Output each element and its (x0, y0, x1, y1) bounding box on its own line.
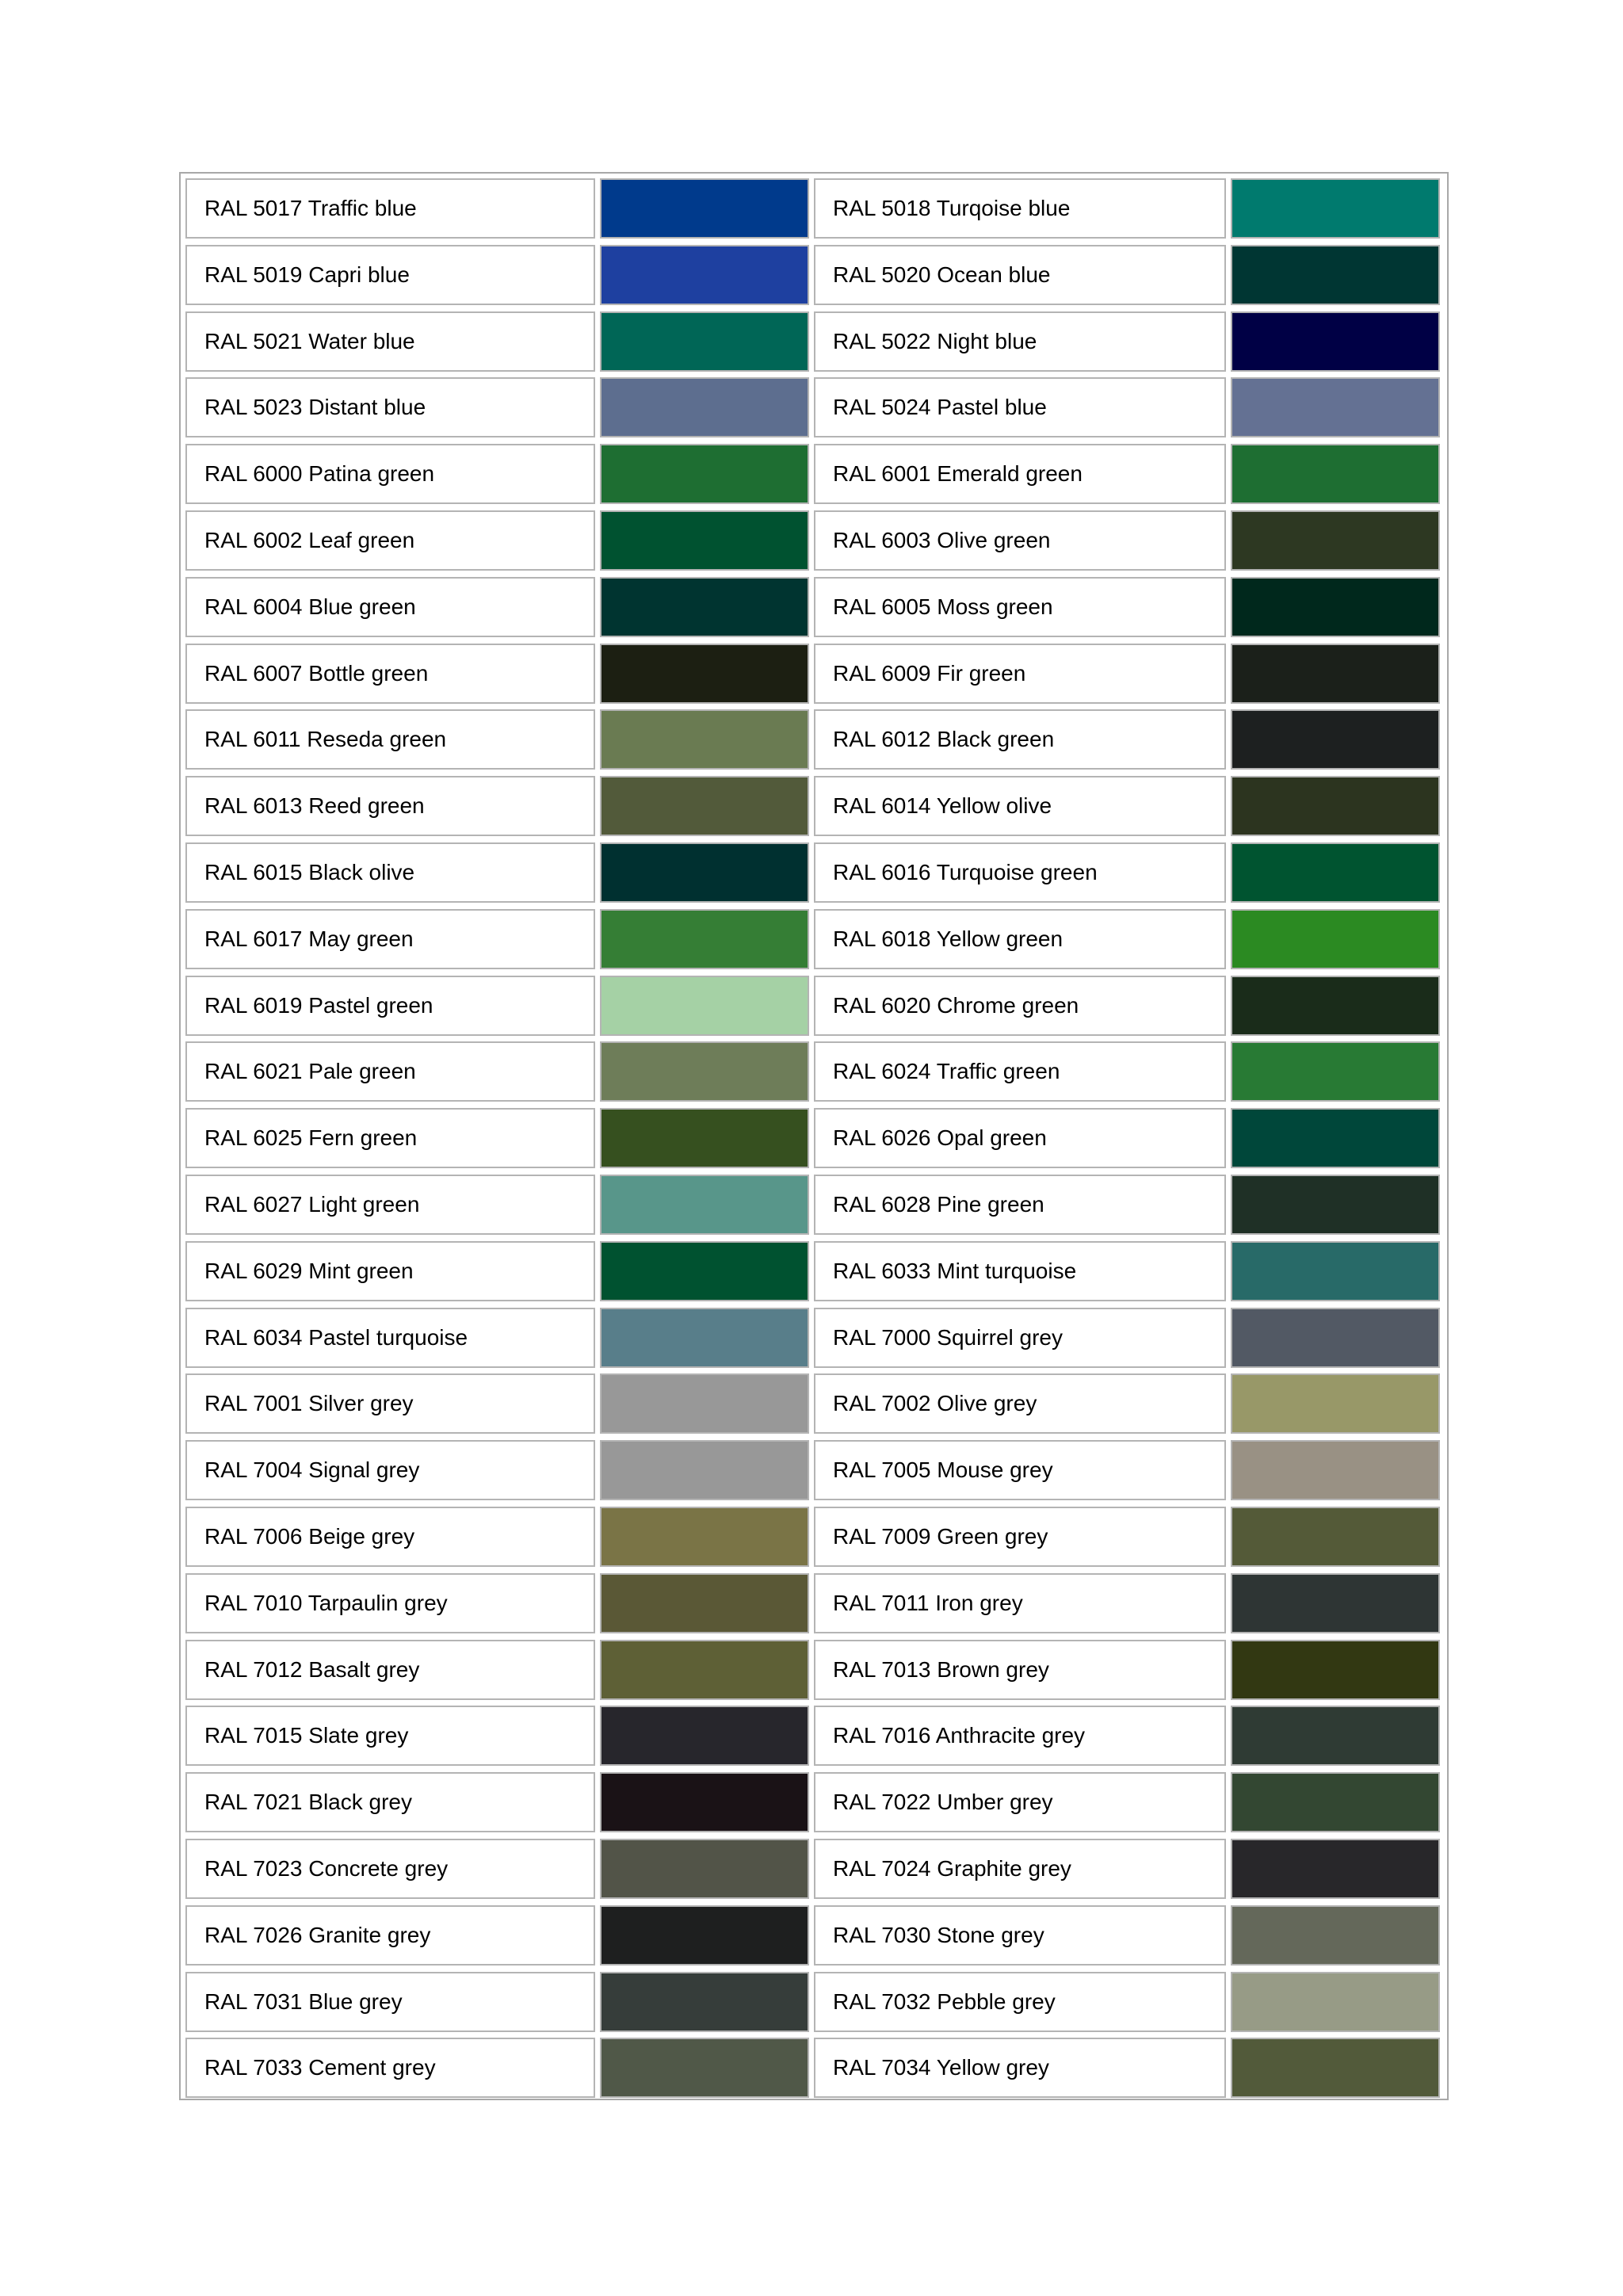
color-swatch (600, 976, 809, 1036)
color-name-cell: RAL 5024 Pastel blue (814, 377, 1226, 437)
color-swatch (1231, 1972, 1440, 2032)
color-swatch (600, 1440, 809, 1500)
color-swatch (1231, 1706, 1440, 1766)
color-swatch (1231, 1640, 1440, 1700)
color-name-cell: RAL 6021 Pale green (185, 1041, 595, 1102)
color-name-cell: RAL 7016 Anthracite grey (814, 1706, 1226, 1766)
color-name-cell: RAL 6011 Reseda green (185, 709, 595, 770)
color-name-cell: RAL 6009 Fir green (814, 644, 1226, 704)
color-swatch (1231, 377, 1440, 437)
color-swatch (1231, 1108, 1440, 1168)
color-swatch (1231, 1440, 1440, 1500)
color-swatch (1231, 577, 1440, 637)
color-name-cell: RAL 7034 Yellow grey (814, 2038, 1226, 2098)
color-swatch (600, 1373, 809, 1434)
color-swatch (600, 577, 809, 637)
color-name-cell: RAL 6034 Pastel turquoise (185, 1308, 595, 1368)
color-swatch (600, 1772, 809, 1832)
color-swatch (600, 510, 809, 571)
color-swatch (1231, 178, 1440, 239)
color-swatch (600, 245, 809, 305)
color-swatch (600, 1507, 809, 1567)
color-name-cell: RAL 7001 Silver grey (185, 1373, 595, 1434)
color-name-cell: RAL 6026 Opal green (814, 1108, 1226, 1168)
color-name-cell: RAL 7006 Beige grey (185, 1507, 595, 1567)
color-swatch (1231, 644, 1440, 704)
color-swatch (1231, 1839, 1440, 1899)
color-name-cell: RAL 7022 Umber grey (814, 1772, 1226, 1832)
color-swatch (600, 311, 809, 372)
color-name-cell: RAL 7010 Tarpaulin grey (185, 1573, 595, 1633)
color-swatch (600, 1241, 809, 1301)
color-name-cell: RAL 6013 Reed green (185, 776, 595, 836)
color-swatch (1231, 1772, 1440, 1832)
color-name-cell: RAL 6029 Mint green (185, 1241, 595, 1301)
color-name-cell: RAL 6015 Black olive (185, 842, 595, 903)
color-swatch (600, 178, 809, 239)
color-name-cell: RAL 5018 Turqoise blue (814, 178, 1226, 239)
ral-color-table (179, 172, 1449, 2100)
color-swatch (1231, 709, 1440, 770)
color-name-cell: RAL 7023 Concrete grey (185, 1839, 595, 1899)
color-name-cell: RAL 6027 Light green (185, 1175, 595, 1235)
color-name-cell: RAL 7032 Pebble grey (814, 1972, 1226, 2032)
color-name-cell: RAL 5020 Ocean blue (814, 245, 1226, 305)
color-swatch (1231, 245, 1440, 305)
color-swatch (600, 1839, 809, 1899)
color-name-cell: RAL 6025 Fern green (185, 1108, 595, 1168)
color-name-cell: RAL 6018 Yellow green (814, 909, 1226, 969)
color-name-cell: RAL 5022 Night blue (814, 311, 1226, 372)
color-name-cell: RAL 5021 Water blue (185, 311, 595, 372)
color-name-cell: RAL 7000 Squirrel grey (814, 1308, 1226, 1368)
color-swatch (600, 644, 809, 704)
color-swatch (600, 1308, 809, 1368)
color-name-cell: RAL 7004 Signal grey (185, 1440, 595, 1500)
color-name-cell: RAL 7033 Cement grey (185, 2038, 595, 2098)
color-name-cell: RAL 6019 Pastel green (185, 976, 595, 1036)
color-swatch (1231, 1308, 1440, 1368)
color-swatch (1231, 1573, 1440, 1633)
color-swatch (1231, 909, 1440, 969)
color-swatch (1231, 311, 1440, 372)
color-name-cell: RAL 6017 May green (185, 909, 595, 969)
color-name-cell: RAL 6003 Olive green (814, 510, 1226, 571)
color-swatch (1231, 1373, 1440, 1434)
color-name-cell: RAL 6020 Chrome green (814, 976, 1226, 1036)
color-swatch (600, 709, 809, 770)
color-swatch (1231, 1241, 1440, 1301)
color-name-cell: RAL 6016 Turquoise green (814, 842, 1226, 903)
color-name-cell: RAL 7021 Black grey (185, 1772, 595, 1832)
color-swatch (600, 1573, 809, 1633)
color-name-cell: RAL 7009 Green grey (814, 1507, 1226, 1567)
color-name-cell: RAL 7011 Iron grey (814, 1573, 1226, 1633)
color-name-cell: RAL 7024 Graphite grey (814, 1839, 1226, 1899)
color-swatch (600, 1175, 809, 1235)
color-swatch (600, 909, 809, 969)
color-swatch (1231, 1905, 1440, 1966)
color-swatch (600, 377, 809, 437)
color-name-cell: RAL 7002 Olive grey (814, 1373, 1226, 1434)
color-swatch (600, 1972, 809, 2032)
color-swatch (1231, 2038, 1440, 2098)
color-name-cell: RAL 5017 Traffic blue (185, 178, 595, 239)
color-name-cell: RAL 6000 Patina green (185, 444, 595, 504)
color-swatch (600, 1706, 809, 1766)
color-swatch (1231, 842, 1440, 903)
color-swatch (600, 2038, 809, 2098)
color-swatch (1231, 1041, 1440, 1102)
color-name-cell: RAL 7030 Stone grey (814, 1905, 1226, 1966)
color-swatch (600, 444, 809, 504)
color-swatch (600, 1640, 809, 1700)
color-name-cell: RAL 6028 Pine green (814, 1175, 1226, 1235)
color-name-cell: RAL 7015 Slate grey (185, 1706, 595, 1766)
color-name-cell: RAL 7013 Brown grey (814, 1640, 1226, 1700)
color-name-cell: RAL 6014 Yellow olive (814, 776, 1226, 836)
color-swatch (600, 1041, 809, 1102)
color-name-cell: RAL 6004 Blue green (185, 577, 595, 637)
color-name-cell: RAL 6033 Mint turquoise (814, 1241, 1226, 1301)
color-swatch (1231, 776, 1440, 836)
color-name-cell: RAL 7005 Mouse grey (814, 1440, 1226, 1500)
color-swatch (1231, 510, 1440, 571)
color-name-cell: RAL 6012 Black green (814, 709, 1226, 770)
color-name-cell: RAL 5023 Distant blue (185, 377, 595, 437)
color-swatch (600, 776, 809, 836)
color-name-cell: RAL 6007 Bottle green (185, 644, 595, 704)
color-name-cell: RAL 6001 Emerald green (814, 444, 1226, 504)
color-name-cell: RAL 6024 Traffic green (814, 1041, 1226, 1102)
color-swatch (1231, 1175, 1440, 1235)
color-name-cell: RAL 5019 Capri blue (185, 245, 595, 305)
color-swatch (1231, 976, 1440, 1036)
color-name-cell: RAL 7031 Blue grey (185, 1972, 595, 2032)
color-swatch (600, 1905, 809, 1966)
color-name-cell: RAL 7012 Basalt grey (185, 1640, 595, 1700)
color-swatch (600, 1108, 809, 1168)
color-name-cell: RAL 6005 Moss green (814, 577, 1226, 637)
color-name-cell: RAL 6002 Leaf green (185, 510, 595, 571)
color-swatch (600, 842, 809, 903)
color-swatch (1231, 444, 1440, 504)
color-name-cell: RAL 7026 Granite grey (185, 1905, 595, 1966)
color-swatch (1231, 1507, 1440, 1567)
